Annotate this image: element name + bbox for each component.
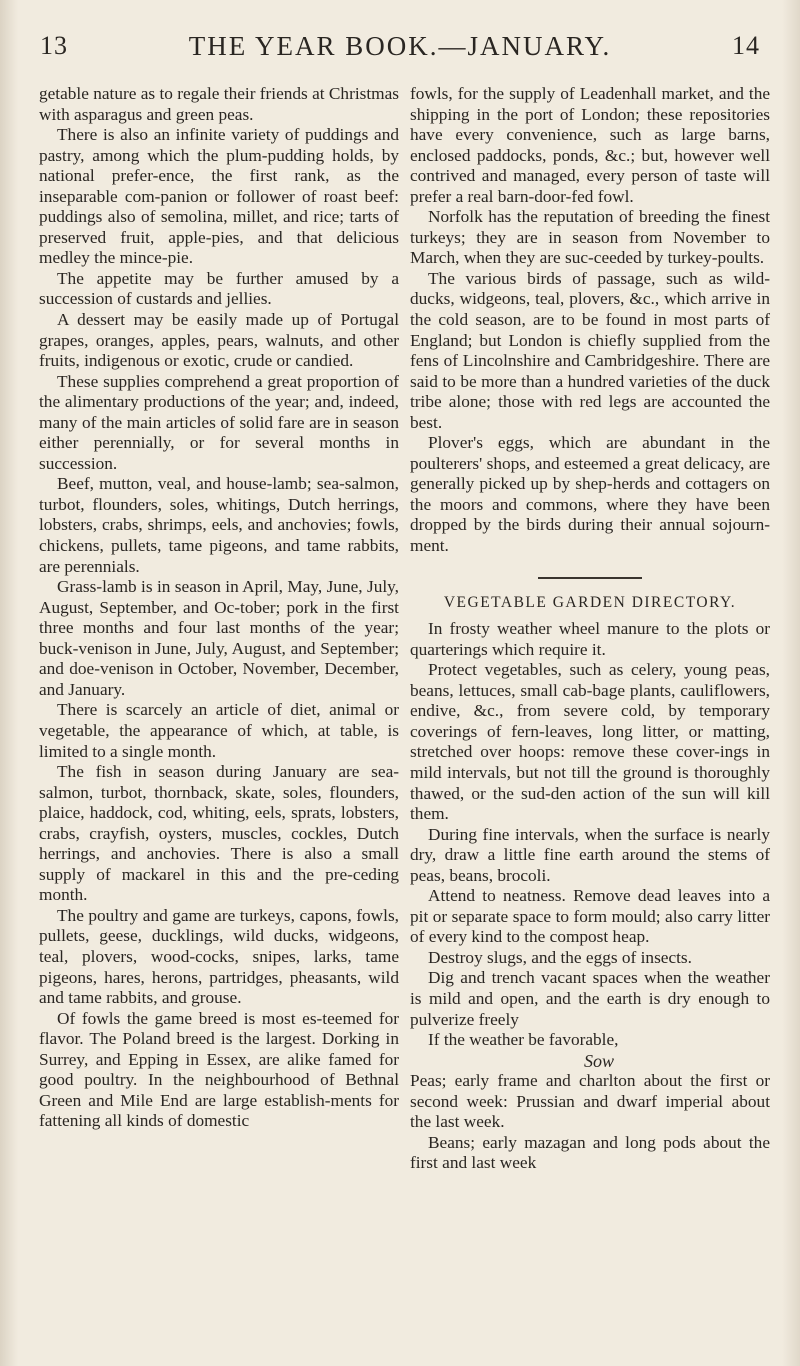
paragraph: Norfolk has the reputation of breeding the finest turkeys; they are in season from November to March, when they are suc-ceeded by turkey-poults. (410, 207, 770, 268)
paragraph: Of fowls the game breed is most es-teemed for flavor. The Poland breed is the largest. Dorking in Surrey, and Epping in Essex, are alike famed for good poultry. In the neighbourhood of Bethnal Green and Mile End are large establish-ments for fattening all kinds of domestic (39, 1008, 399, 1131)
running-title: THE YEAR BOOK.—JANUARY. (188, 30, 612, 61)
paragraph: fowls, for the supply of Leadenhall market, and the shipping in the port of London; these repositories have every convenience, such as large barns, enclosed paddocks, ponds, &c.; but, however well contrived and managed, every person of taste will prefer a real barn-door-fed fowl. (410, 84, 770, 206)
paragraph: Peas; early frame and charlton about the first or second week: Prussian and dwarf imperial about the last week. (410, 1071, 770, 1132)
sow-subheading: Sow (583, 1050, 614, 1071)
page-number-right: 14 (732, 31, 760, 60)
right-column (410, 84, 770, 1174)
section-divider-rule (538, 577, 642, 579)
paragraph: Beans; early mazagan and long pods about the first and last week (410, 1132, 770, 1173)
paragraph: In frosty weather wheel manure to the plots or quarterings which require it. (410, 619, 770, 659)
paragraph: The various birds of passage, such as wild-ducks, widgeons, teal, plovers, &c., which arrive in the cold season, are to be found in most parts of England; but London is chiefly supplied from the fens of Lincolnshire and Cambridgeshire. There are said to be more than a hundred varieties of the duck tribe alone; those with red legs are accounted the best. (410, 268, 770, 432)
running-header (40, 26, 760, 66)
paragraph: Beef, mutton, veal, and house-lamb; sea-salmon, turbot, flounders, soles, whitings, Dutch herrings, lobsters, crabs, shrimps, eels, and anchovies; fowls, chickens, pullets, tame pigeons, and tame rabbits, are perennials. (39, 474, 399, 576)
page-edge-shadow-right (782, 0, 800, 1366)
page-edge-shadow-left (0, 0, 18, 1366)
paragraph: Protect vegetables, such as celery, young peas, beans, lettuces, small cab-bage plants, cauliflowers, endive, &c., from severe cold, by temporary coverings of fern-leaves, long litter, or matting, stretched over hoops: remove these cover-ings in mild intervals, but not till the ground is thoroughly thawed, or the sud-den action of the sun will kill them. (410, 660, 770, 824)
paragraph: getable nature as to regale their friends at Christmas with asparagus and green peas. (39, 84, 399, 124)
paragraph: These supplies comprehend a great proportion of the alimentary productions of the year; and, indeed, many of the main articles of solid fare are in season either perennially, or for several months in succession. (39, 371, 399, 473)
paragraph: If the weather be favorable, (428, 1030, 619, 1050)
page-number-left: 13 (40, 31, 68, 60)
paragraph: The fish in season during January are sea-salmon, turbot, thornback, skate, soles, flounders, plaice, haddock, cod, whiting, eels, sprats, lobsters, crabs, crayfish, oysters, muscles, cockles, Dutch herrings, and anchovies. There is also a small supply of mackarel in this and the pre-ceding month. (39, 762, 399, 905)
section-heading: VEGETABLE GARDEN DIRECTORY. (443, 593, 737, 611)
paragraph: Dig and trench vacant spaces when the weather is mild and open, and the earth is dry enough to pulverize freely (410, 968, 770, 1029)
paragraph: The appetite may be further amused by a succession of custards and jellies. (39, 268, 399, 309)
paragraph: The poultry and game are turkeys, capons, fowls, pullets, geese, ducklings, wild ducks, widgeons, teal, plovers, wood-cocks, snipes, larks, tame pigeons, hares, herons, partridges, pheasants, wild and tame rabbits, and grouse. (39, 905, 399, 1008)
paragraph: Destroy slugs, and the eggs of insects. (428, 947, 692, 967)
left-column (39, 84, 399, 1132)
paragraph: Plover's eggs, which are abundant in the poulterers' shops, and esteemed a great delicacy, are generally picked up by shep-herds and cottagers on the moors and commons, where they have been dropped by the birds during their annual sojourn-ment. (410, 433, 770, 556)
paragraph: Attend to neatness. Remove dead leaves into a pit or separate space to form mould; also carry litter of every kind to the compost heap. (410, 886, 770, 947)
paragraph: A dessert may be easily made up of Portugal grapes, oranges, apples, pears, walnuts, and other fruits, indigenous or exotic, crude or candied. (39, 310, 399, 371)
paragraph: There is also an infinite variety of puddings and pastry, among which the plum-pudding holds, by national prefer-ence, the first rank, as the inseparable com-panion or follower of roast beef: puddings also of semolina, millet, and rice; tarts of preserved fruit, apple-pies, and that delicious medley the mince-pie. (39, 125, 399, 268)
paragraph: There is scarcely an article of diet, animal or vegetable, the appearance of which, at table, is limited to a single month. (39, 700, 399, 761)
paragraph: During fine intervals, when the surface is nearly dry, draw a little fine earth around the stems of peas, beans, brocoli. (410, 824, 770, 885)
paragraph: Grass-lamb is in season in April, May, June, July, August, September, and Oc-tober; pork in the first three months and four last months of the year; buck-venison in June, July, August, and September; and doe-venison in October, November, December, and January. (39, 577, 399, 699)
